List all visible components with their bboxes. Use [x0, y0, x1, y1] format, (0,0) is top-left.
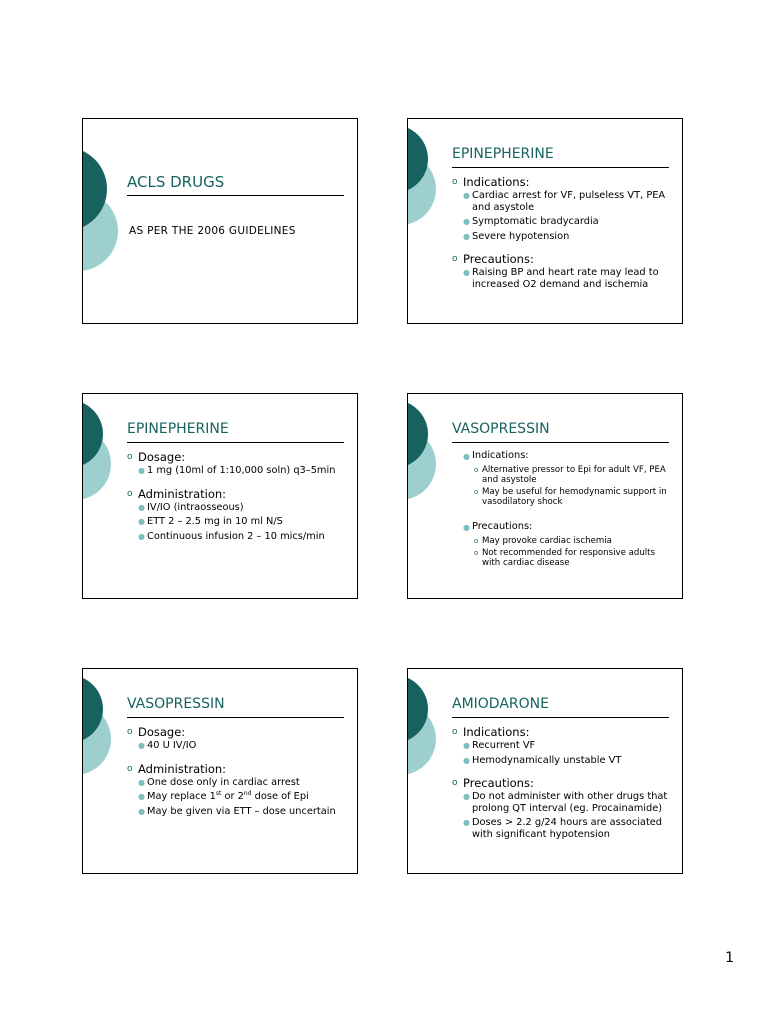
slide-content [127, 725, 347, 827]
list-item: ● Do not administer with other drugs that prolong QT interval (eg. Procainamide) [463, 791, 668, 814]
slide-epinepherine-dosage [82, 393, 358, 599]
list-item: ● May be given via ETT – dose uncertain [138, 805, 336, 817]
slide-title: VASOPRESSIN [127, 695, 344, 718]
slide-content [452, 175, 672, 300]
list-item: o May be useful for hemodynamic support in vasodilatory shock [474, 487, 667, 507]
list-item: ● May replace 1st or 2nd dose of Epi [138, 790, 309, 802]
slide-vasopressin-dosage [82, 668, 358, 874]
section-heading: o Dosage: [127, 725, 186, 739]
list-item: ● IV/IO (intraosseous) [138, 501, 244, 513]
section-heading: o Administration: [127, 486, 227, 501]
section-heading: o Indications: [452, 175, 530, 189]
slide-epinepherine-indications [407, 118, 683, 324]
list-item: ● Doses > 2.2 g/24 hours are associated with significant hypotension [463, 817, 663, 840]
slide-content [452, 725, 672, 850]
slide-title: EPINEPHERINE [127, 420, 344, 443]
list-item: o Not recommended for responsive adults with cardiac disease [474, 548, 655, 568]
section-heading: o Administration: [127, 761, 227, 776]
list-item: ● Recurrent VF [463, 740, 536, 751]
section-heading: o Dosage: [127, 450, 186, 464]
list-item: ● Continuous infusion 2 – 10 mics/min [138, 530, 325, 542]
list-item: ● 40 U IV/IO [138, 740, 197, 751]
slide-subtitle: AS PER THE 2006 GUIDELINES [129, 225, 296, 237]
section-heading: o Precautions: [452, 252, 534, 266]
slide-title: VASOPRESSIN [452, 420, 669, 443]
list-item: ● 1 mg (10ml of 1:10,000 soln) q3–5min [138, 465, 336, 476]
slide-decoration [83, 119, 143, 324]
section-heading: ● Precautions: [463, 521, 533, 532]
list-item: o Alternative pressor to Epi for adult VF, PEA and asystole [474, 465, 666, 485]
slide-title: AMIODARONE [452, 695, 669, 718]
section-heading: ● Indications: [463, 450, 529, 461]
slide-content [127, 450, 347, 552]
slide-title: ACLS DRUGS [127, 173, 344, 196]
list-item: o May provoke cardiac ischemia [474, 536, 612, 546]
list-item: ● ETT 2 – 2.5 mg in 10 ml N/S [138, 516, 283, 527]
section-heading: o Precautions: [452, 776, 534, 790]
list-item: ● Symptomatic bradycardia [463, 216, 599, 227]
page-number: 1 [725, 950, 734, 966]
slide-amiodarone [407, 668, 683, 874]
list-item: ● One dose only in cardiac arrest [138, 776, 300, 788]
slide-vasopressin-indications [407, 393, 683, 599]
slide-acls-drugs [82, 118, 358, 324]
list-item: ● Cardiac arrest for VF, pulseless VT, PEA and asystole [463, 190, 666, 213]
slide-content [452, 450, 672, 578]
list-item: ● Raising BP and heart rate may lead to increased O2 demand and ischemia [463, 267, 659, 290]
list-item: ● Hemodynamically unstable VT [463, 754, 622, 766]
section-heading: o Indications: [452, 725, 530, 739]
slide-title: EPINEPHERINE [452, 145, 669, 168]
list-item: ● Severe hypotension [463, 230, 570, 242]
